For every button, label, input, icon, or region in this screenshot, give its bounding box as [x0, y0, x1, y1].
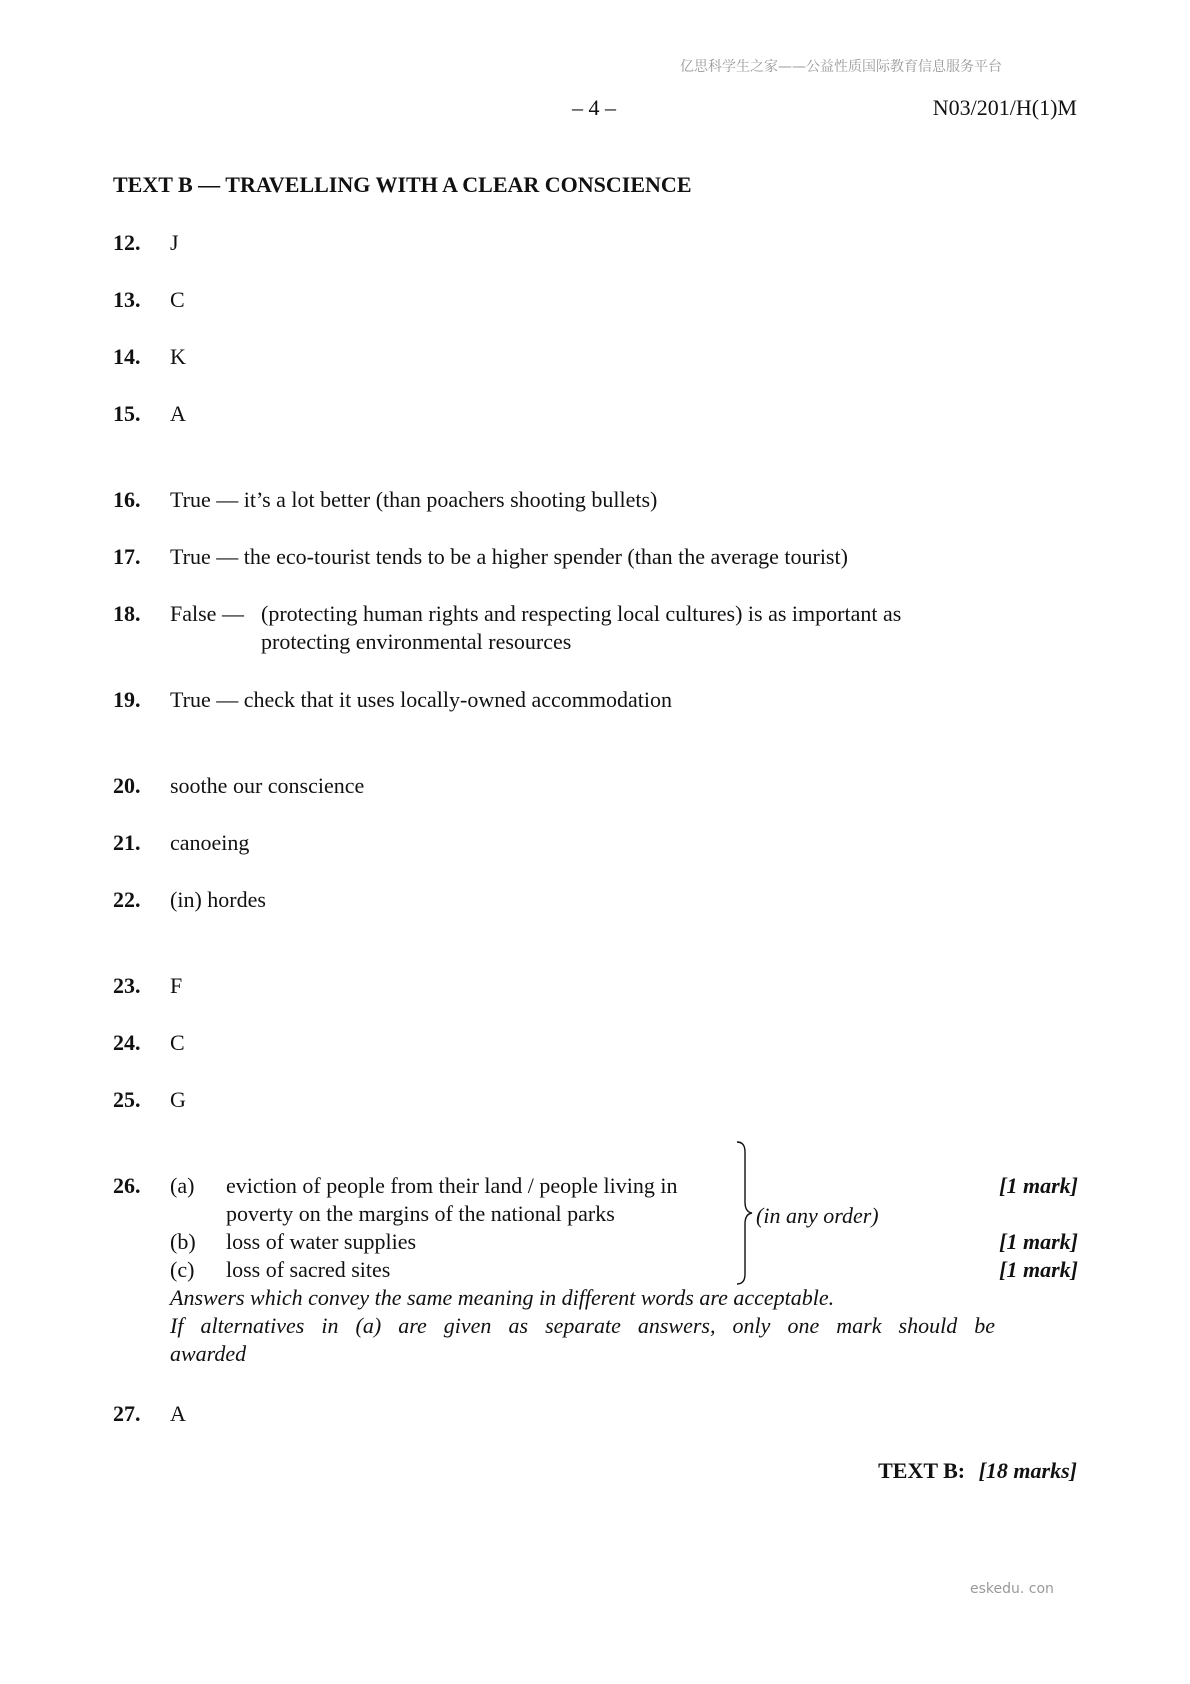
- answer-text: (in) hordes: [170, 887, 266, 912]
- question-number: 12.: [113, 230, 141, 255]
- question-number: 26.: [113, 1173, 141, 1198]
- mark-c: [1 mark]: [999, 1257, 1078, 1282]
- question-number: 19.: [113, 687, 141, 712]
- part-b-text: loss of water supplies: [226, 1229, 417, 1254]
- part-a-label: (a): [170, 1173, 195, 1198]
- question-number: 21.: [113, 830, 141, 855]
- answer-text: A: [170, 401, 186, 426]
- answer-text-line2: protecting environmental resources: [261, 629, 572, 654]
- answer-text: True — check that it uses locally-owned accommodation: [170, 687, 673, 712]
- question-number: 14.: [113, 344, 141, 369]
- watermark-top: 亿思科学生之家——公益性质国际教育信息服务平台: [680, 59, 1002, 75]
- question-number: 27.: [113, 1401, 141, 1426]
- marking-note-3: awarded: [170, 1341, 247, 1366]
- answer-text: G: [170, 1087, 186, 1112]
- answer-text: canoeing: [170, 830, 250, 855]
- question-number: 16.: [113, 487, 141, 512]
- question-number: 22.: [113, 887, 141, 912]
- answer-text: F: [170, 973, 183, 998]
- question-number: 23.: [113, 973, 141, 998]
- section-total: [878, 1458, 1077, 1484]
- total-marks: [18 marks]: [978, 1458, 1077, 1483]
- part-a-line2: poverty on the margins of the national parks: [226, 1201, 615, 1226]
- mark-b: [1 mark]: [999, 1229, 1078, 1254]
- question-number: 18.: [113, 601, 141, 626]
- answer-text: True — it’s a lot better (than poachers shooting bullets): [170, 487, 658, 512]
- total-label: TEXT B:: [878, 1458, 966, 1483]
- marking-note-1: Answers which convey the same meaning in different words are acceptable.: [170, 1285, 835, 1310]
- question-26: [113, 1172, 1078, 1372]
- answer-text: J: [170, 230, 179, 255]
- answer-text: C: [170, 287, 185, 312]
- right-brace-icon: [735, 1140, 755, 1286]
- part-a-line1: eviction of people from their land / people living in: [226, 1173, 678, 1198]
- question-number: 25.: [113, 1087, 141, 1112]
- answer-text: A: [170, 1401, 186, 1426]
- watermark-bottom: eskedu. con: [970, 1581, 1054, 1597]
- part-c-text: loss of sacred sites: [226, 1257, 391, 1282]
- document-code: N03/201/H(1)M: [932, 95, 1077, 120]
- marking-note-2: If alternatives in (a) are given as separate answers, only one mark should be: [170, 1313, 995, 1338]
- section-title: TEXT B — TRAVELLING WITH A CLEAR CONSCIENCE: [113, 172, 692, 197]
- question-number: 20.: [113, 773, 141, 798]
- list-item: [113, 600, 1013, 660]
- part-c-label: (c): [170, 1257, 195, 1282]
- question-number: 13.: [113, 287, 141, 312]
- answer-text: True — the eco-tourist tends to be a higher spender (than the average tourist): [170, 544, 848, 569]
- answer-text: K: [170, 344, 186, 369]
- answer-prefix: False —: [170, 601, 244, 626]
- answer-text: soothe our conscience: [170, 773, 365, 798]
- part-b-label: (b): [170, 1229, 196, 1254]
- answer-text: C: [170, 1030, 185, 1055]
- page-number: – 4 –: [572, 95, 616, 120]
- mark-a: [1 mark]: [999, 1173, 1078, 1198]
- answer-text-line1: (protecting human rights and respecting local cultures) is as important as: [261, 601, 902, 626]
- question-number: 15.: [113, 401, 141, 426]
- brace-note: (in any order): [756, 1203, 879, 1228]
- question-number: 17.: [113, 544, 141, 569]
- question-number: 24.: [113, 1030, 141, 1055]
